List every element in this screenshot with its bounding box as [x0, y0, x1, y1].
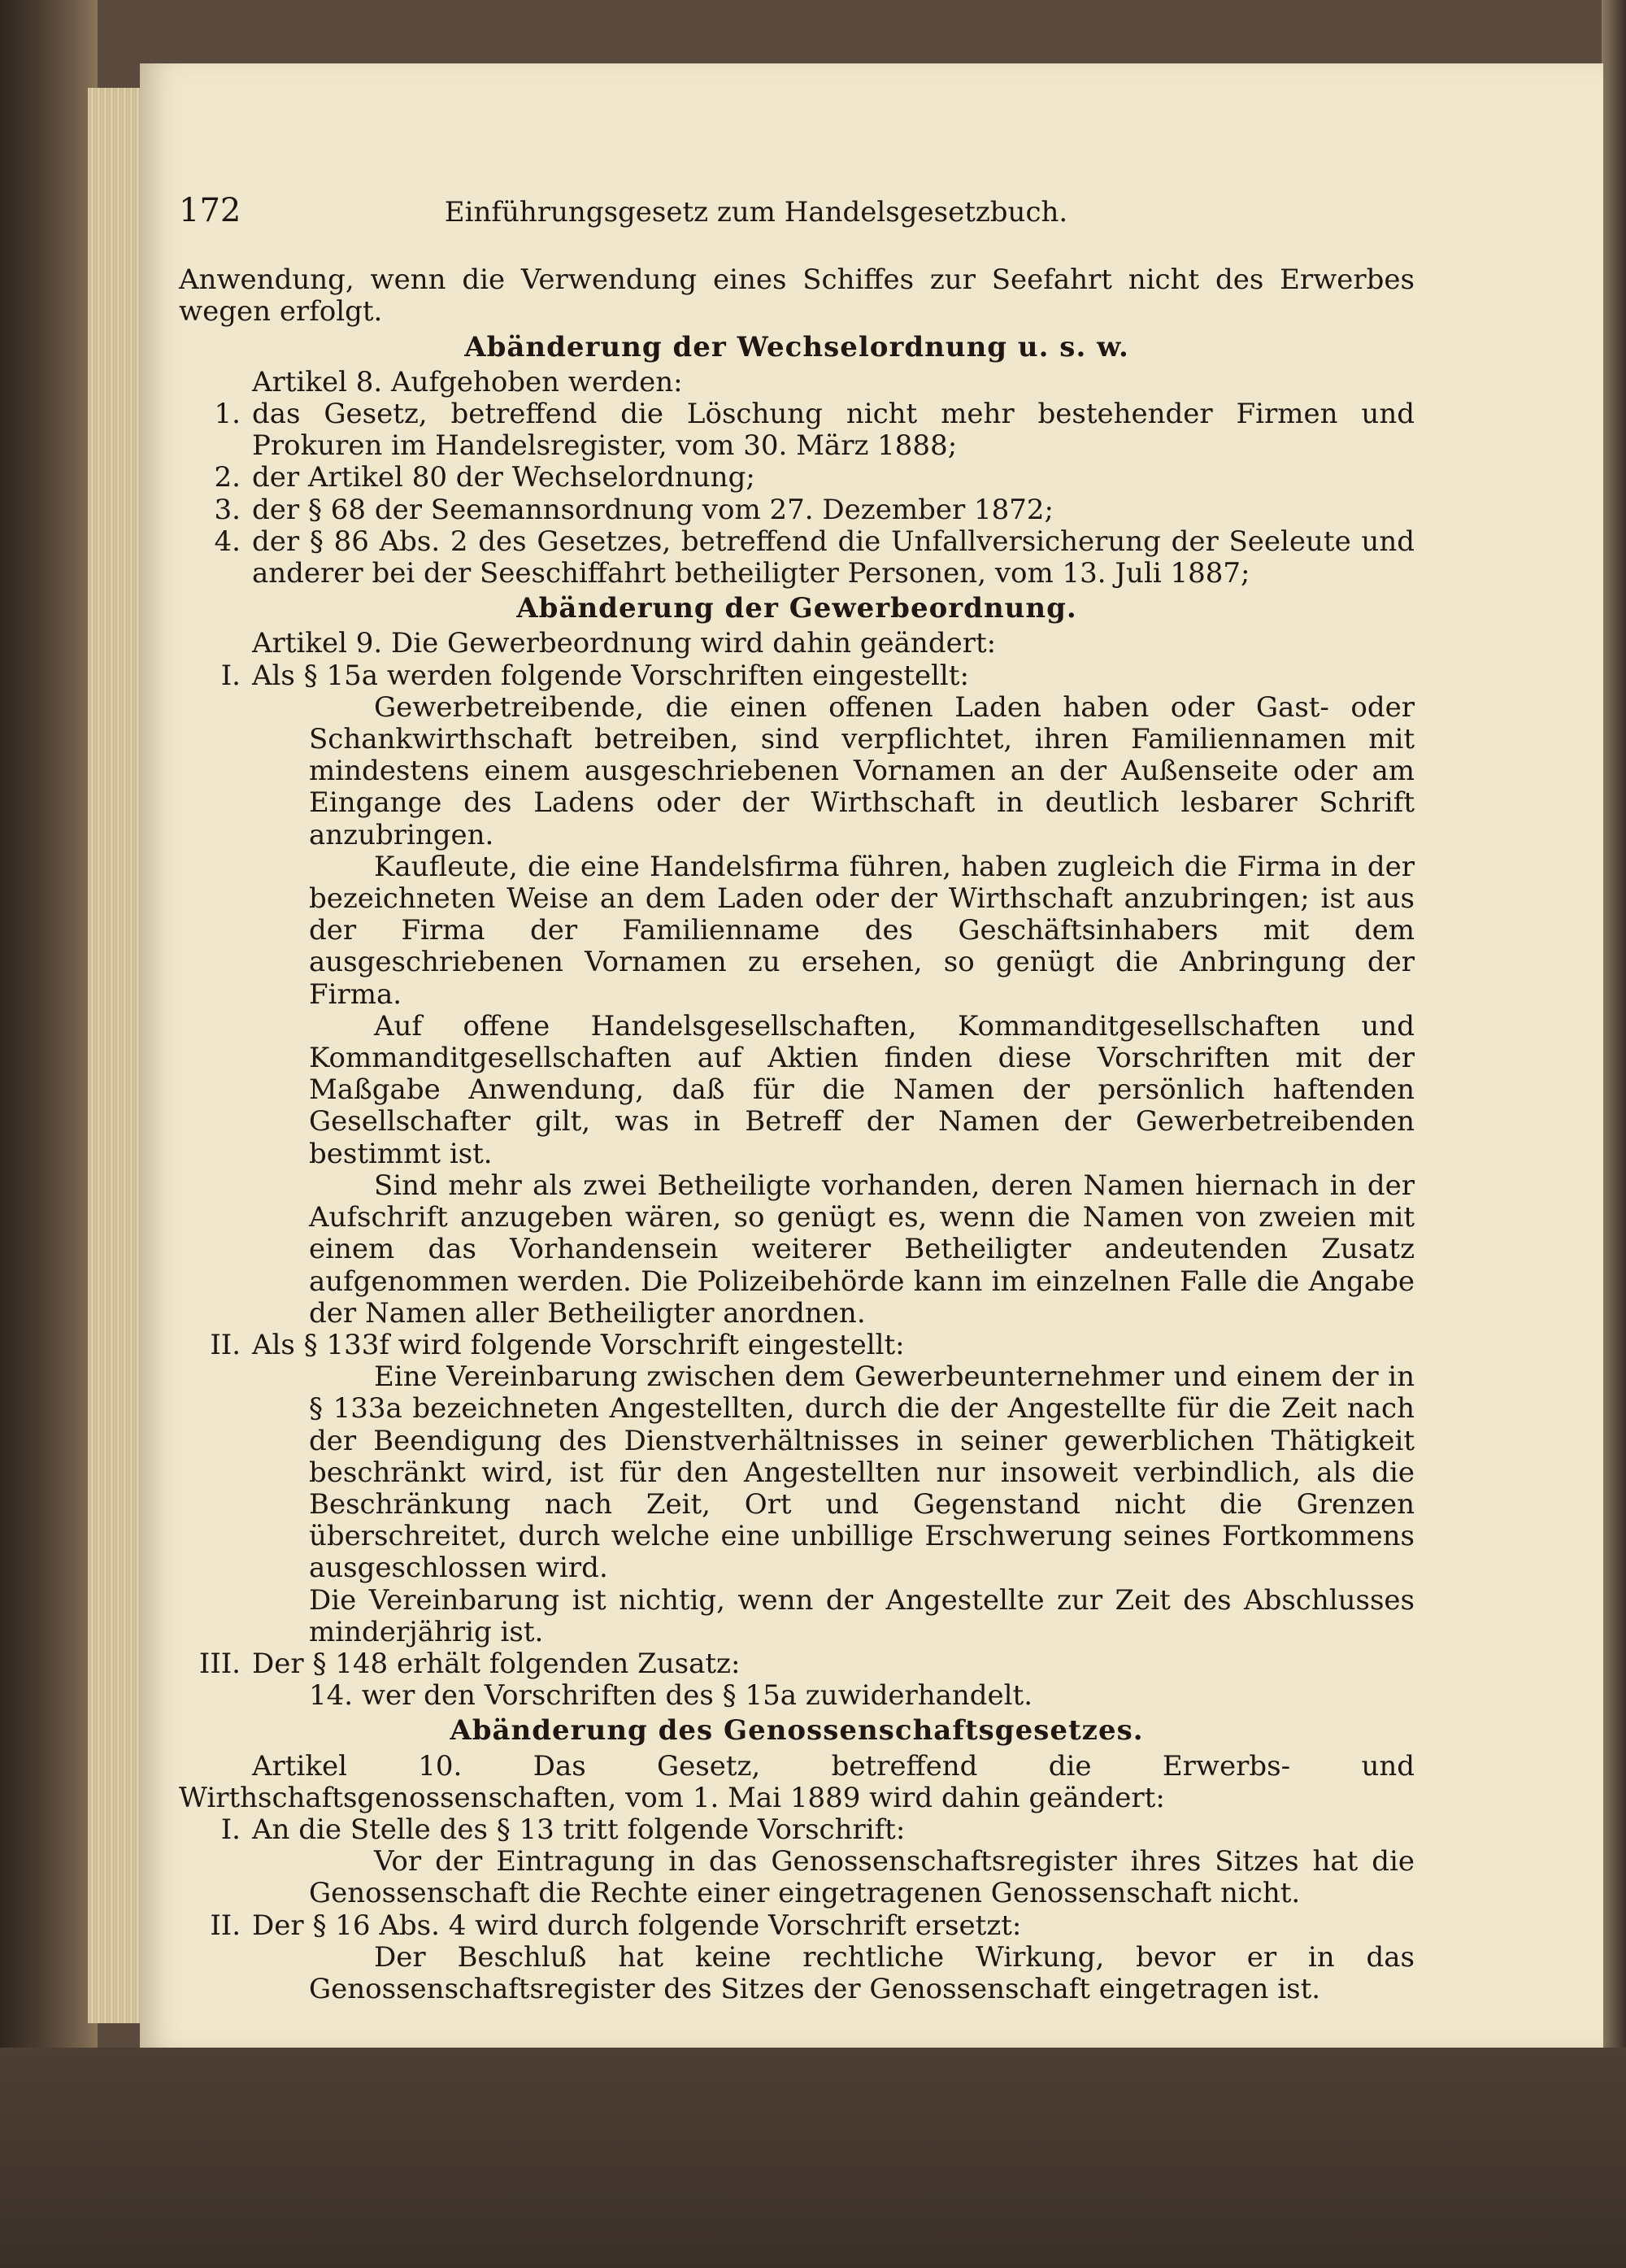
- paragraph-text: Die Vereinbarung ist nichtig, wenn der Angestellte zur Zeit des Abschlusses minderjährig ist.: [309, 1583, 1415, 1648]
- item-text: der § 86 Abs. 2 des Gesetzes, betreffend die Unfallversicherung der Seeleute und anderer bei der Seeschiffahrt betheiligter Personen, vom 13. Juli 1887;: [252, 525, 1415, 590]
- list-item: [179, 526, 1415, 590]
- list-item: [179, 494, 1415, 526]
- list-item: [179, 462, 1415, 494]
- paragraph-text: Der Beschluß hat keine rechtliche Wirkung, bevor er in das Genossenschaftsregister des Sitzes der Genossenschaft eingetragen ist.: [309, 1940, 1415, 2005]
- page-content: [179, 192, 1415, 2005]
- roman-lead: Als § 15a werden folgende Vorschriften eingestellt:: [252, 659, 969, 692]
- roman-lead: Der § 148 erhält folgenden Zusatz:: [252, 1647, 741, 1680]
- paragraph-text: Gewerbetreibende, die einen offenen Laden haben oder Gast- oder Schankwirthschaft betreiben, sind verpflichtet, ihren Familiennamen mit mindestens einem ausgeschriebenen Vornamen an der Außenseite oder am Eingange des Ladens oder der Wirthschaft in deutlich lesbarer Schrift anzubringen.: [309, 690, 1415, 851]
- section-heading-wechselordnung: Abänderung der Wechselordnung u. s. w.: [464, 330, 1129, 363]
- paragraph: [179, 851, 1415, 1011]
- page-header: [179, 192, 1415, 229]
- paragraph: [179, 1680, 1415, 1712]
- page-number: 172: [179, 192, 241, 229]
- paragraph: [179, 1846, 1415, 1909]
- roman-item-I: [179, 660, 1415, 692]
- running-title: Einführungsgesetz zum Handelsgesetzbuch.: [444, 196, 1068, 229]
- section-heading-gewerbeordnung: Abänderung der Gewerbeordnung.: [516, 592, 1077, 625]
- section-heading-genossenschaftsgesetz: Abänderung des Genossenschaftsgesetzes.: [450, 1714, 1144, 1748]
- roman-item-I: [179, 1814, 1415, 1846]
- roman-lead: An die Stelle des § 13 tritt folgende Vorschrift:: [252, 1813, 906, 1846]
- item-number: 2.: [214, 461, 241, 494]
- book-binding-left: [0, 0, 98, 2268]
- roman-number: III.: [198, 1647, 241, 1680]
- paragraph: [179, 1170, 1415, 1330]
- paragraph: [179, 692, 1415, 851]
- roman-lead: Der § 16 Abs. 4 wird durch folgende Vorschrift ersetzt:: [252, 1909, 1022, 1942]
- paragraph: [179, 1585, 1415, 1648]
- paragraph-text: Vor der Eintragung in das Genossenschaftsregister ihres Sitzes hat die Genossenschaft die Rechte einer eingetragenen Genossenschaft nicht.: [309, 1845, 1415, 1910]
- paragraph-text: Kaufleute, die eine Handelsfirma führen, haben zugleich die Firma in der bezeichneten Weise an dem Laden oder der Wirthschaft anzubringen; ist aus der Firma der Familienname des Geschäftsinhabers mit dem ausgeschriebenen Vornamen zu ersehen, so genügt die Anbringung der Firma.: [309, 850, 1415, 1011]
- article-10: Artikel 10. Das Gesetz, betreffend die Erwerbs- und Wirthschaftsgenossenschaften, vom 1. Mai 1889 wird dahin geändert:: [179, 1749, 1415, 1814]
- list-item: [179, 398, 1415, 462]
- item-text: der Artikel 80 der Wechselordnung;: [252, 461, 755, 494]
- item-number: 4.: [214, 525, 241, 558]
- paragraph: [179, 1361, 1415, 1584]
- book-bottom-edge: [0, 2048, 1626, 2268]
- intro-paragraph: Anwendung, wenn die Verwendung eines Schiffes zur Seefahrt nicht des Erwerbes wegen erfolgt.: [179, 263, 1415, 329]
- roman-number: I.: [220, 1813, 241, 1846]
- roman-item-II: [179, 1330, 1415, 1361]
- roman-number: II.: [210, 1909, 241, 1942]
- roman-lead: Als § 133f wird folgende Vorschrift eingestellt:: [252, 1328, 905, 1361]
- paragraph-text: 14. wer den Vorschriften des § 15a zuwiderhandelt.: [309, 1679, 1033, 1713]
- article-8: Artikel 8. Aufgehoben werden:: [252, 365, 683, 398]
- roman-item-II: [179, 1910, 1415, 1942]
- paragraph-text: Eine Vereinbarung zwischen dem Gewerbeunternehmer und einem der in § 133a bezeichneten Angestellten, durch die der Angestellte für die Zeit nach der Beendigung des Dienstverhältnisses in seiner gewerblichen Thätigkeit beschränkt wird, ist für den Angestellten nur insoweit verbindlich, als die Beschränkung nach Zeit, Ort und Gegenstand nicht die Grenzen überschreitet, durch welche eine unbillige Erschwerung seines Fortkommens ausgeschlossen wird.: [309, 1360, 1415, 1585]
- book-binding-right: [1602, 0, 1626, 2268]
- paragraph: [179, 1942, 1415, 2005]
- article-9: Artikel 9. Die Gewerbeordnung wird dahin geändert:: [252, 627, 997, 660]
- paragraph-text: Sind mehr als zwei Betheiligte vorhanden, deren Namen hiernach in der Aufschrift anzugeben wären, so genügt es, wenn die Namen von zweien mit einem das Vorhandensein weiterer Betheiligter andeutenden Zusatz aufgenommen werden. Die Polizeibehörde kann im einzelnen Falle die Angabe der Namen aller Betheiligter anordnen.: [309, 1169, 1415, 1330]
- roman-item-III: [179, 1648, 1415, 1680]
- paragraph-text: Auf offene Handelsgesellschaften, Kommanditgesellschaften und Kommanditgesellschaften auf Aktien finden diese Vorschriften mit der Maßgabe Anwendung, daß für die Namen der persönlich haftenden Gesellschafter gilt, was in Betreff der Namen der Gewerbetreibenden bestimmt ist.: [309, 1009, 1415, 1170]
- paragraph: [179, 1011, 1415, 1170]
- item-number: 1.: [214, 398, 241, 431]
- roman-number: II.: [210, 1328, 241, 1361]
- roman-number: I.: [220, 659, 241, 692]
- item-text: der § 68 der Seemannsordnung vom 27. Dezember 1872;: [252, 493, 1054, 526]
- item-text: das Gesetz, betreffend die Löschung nicht mehr bestehender Firmen und Prokuren im Handelsregister, vom 30. März 1888;: [252, 398, 1415, 463]
- item-number: 3.: [214, 493, 241, 526]
